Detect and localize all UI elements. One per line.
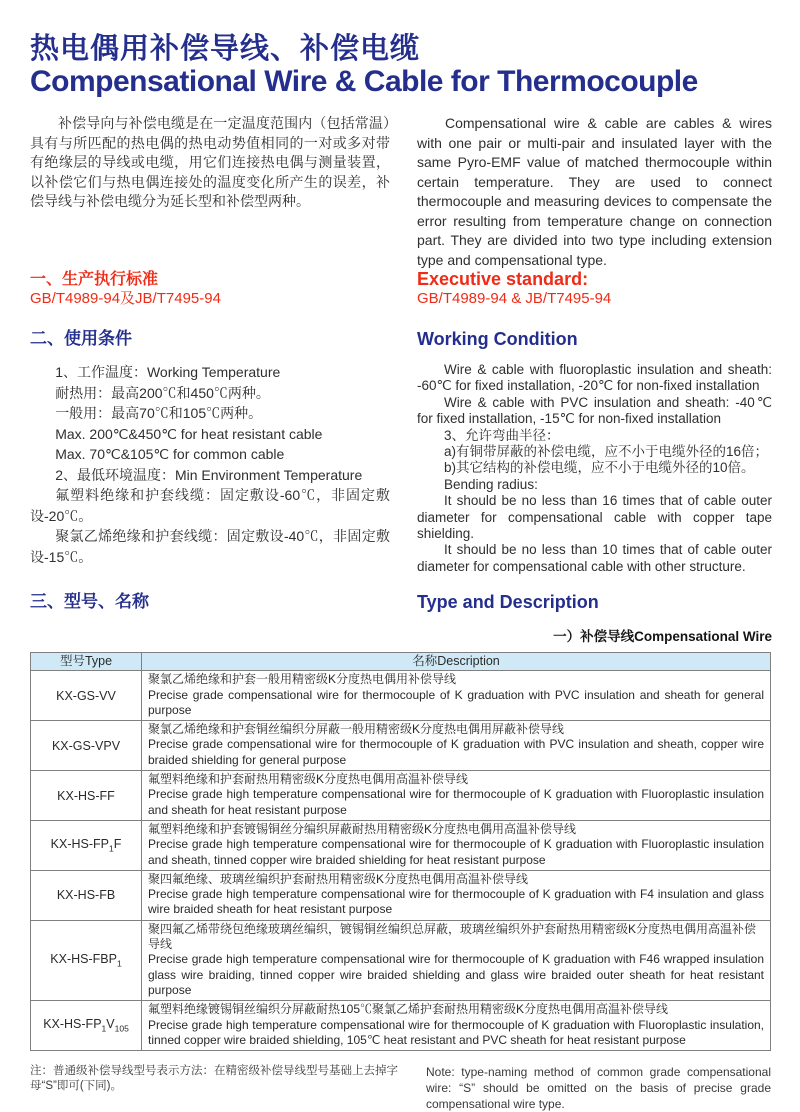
standard-zh xyxy=(30,270,390,308)
text-line: 一般用：最高70℃和105℃两种。 xyxy=(55,405,263,421)
description-cell xyxy=(142,671,771,721)
intro-column-zh xyxy=(30,114,390,270)
table-row xyxy=(31,721,771,771)
description-cell xyxy=(142,920,771,1000)
type-section-headings xyxy=(30,592,772,612)
description-cell xyxy=(142,721,771,771)
working-condition-heading-zh: 二、使用条件 xyxy=(30,329,132,348)
description-cell xyxy=(142,1001,771,1051)
standard-value-zh: GB/T4989-94及JB/T7495-94 xyxy=(30,290,221,307)
description-en: Precise grade high temperature compensational wire for thermocouple of K graduation with F4 insulation and glass wire braided sheath for heat resistant purpose xyxy=(148,887,764,917)
text-line: Wire & cable with fluoroplastic insulation and sheath: -60℃ for fixed installation, -20℃ for non-fixed installation xyxy=(417,362,772,394)
working-condition-en xyxy=(417,362,772,575)
description-zh: 氟塑料绝缘和护套耐热用精密级K分度热电偶用高温补偿导线 xyxy=(148,772,469,787)
working-condition-zh xyxy=(30,362,390,575)
wire-table-body xyxy=(31,671,771,1051)
description-zh: 聚四氟乙烯带绕包绝缘玻璃丝编织，镀锡铜丝编织总屏蔽，玻璃丝编织外护套耐热用精密级K分度热电偶用高温补偿导线 xyxy=(148,921,757,952)
model-cell: KX-HS-FF xyxy=(31,771,142,821)
page-title-en: Compensational Wire & Cable for Thermocouple xyxy=(30,65,698,98)
model-cell: KX-GS-VV xyxy=(31,671,142,721)
standard-heading-zh: 一、生产执行标准 xyxy=(30,271,159,288)
standard-en xyxy=(417,270,772,308)
intro-section xyxy=(30,114,772,270)
text-line: Wire & cable with PVC insulation and sheath: -40℃ for fixed installation, -15℃ for non-fixed installation xyxy=(417,394,772,427)
model-cell: $KX-HS-FBP_1$ xyxy=(31,920,142,1000)
description-en: Precise grade high temperature compensational wire for thermocouple of K graduation with Fluoroplastic insulation and sheath for heat resistant purpose xyxy=(148,787,764,817)
description-zh: 氟塑料绝缘镀锡铜丝编织分屏蔽耐热105℃聚氯乙烯护套耐热用精密级K分度热电偶用高温补偿导线 xyxy=(148,1002,669,1017)
working-condition-body xyxy=(30,362,772,575)
standard-heading-en: Executive standard: xyxy=(417,269,589,289)
table-header-row xyxy=(31,653,771,671)
footnote-en: Note: type-naming method of common grade compensational wire: “S” should be omitted on the basis of precise grade compensational wire type. xyxy=(426,1065,771,1112)
model-cell: $KX-HS-FP_1F$ xyxy=(31,820,142,870)
description-en: Precise grade compensational wire for thermocouple of K graduation with PVC insulation and sheath, copper wire braided shielding for general purpose xyxy=(148,737,764,767)
table-row xyxy=(31,671,771,721)
text-line: It should be no less than 10 times that of cable outer diameter for compensational cable with other structure. xyxy=(417,542,772,574)
table-row xyxy=(31,1001,771,1051)
description-en: Precise grade high temperature compensational wire for thermocouple of K graduation with F46 wrapped insulation glass wire braiding, tinned copper wire braided shielding and glass wire braided outer sheath for heat resistant purpose xyxy=(148,952,764,997)
text-line: Max. 70℃&105℃ for common cable xyxy=(55,446,285,462)
description-zh: 聚氯乙烯绝缘和护套一般用精密级K分度热电偶用补偿导线 xyxy=(148,672,457,687)
table-row xyxy=(31,920,771,1000)
standard-value-en: GB/T4989-94 & JB/T7495-94 xyxy=(417,290,612,307)
footnotes xyxy=(30,1064,772,1112)
table-subheading: 一）补偿导线Compensational Wire xyxy=(553,629,772,645)
text-line: 2、最低环境温度：Min Environment Temperature xyxy=(55,466,363,483)
description-zh: 聚四氟绝缘、玻璃丝编织护套耐热用精密级K分度热电偶用高温补偿导线 xyxy=(148,871,529,886)
intro-column-en xyxy=(417,114,772,270)
text-line: 1、工作温度：Working Temperature xyxy=(55,364,281,380)
intro-paragraph-en: Compensational wire & cable are cables & wires with one pair or multi-pair and insulated layer with the same Pyro-EMF value of matched thermocouple within certain temperature. They are used to connect thermocouple and measuring devices to compensate the error resulting from temperature change on connection part. They are divided into two type including extension type and compensational type. xyxy=(417,115,772,268)
column-header-description: 名称Description xyxy=(142,653,771,671)
text-line: 聚氯乙烯绝缘和护套线缆：固定敷设-40℃，非固定敷设-15℃。 xyxy=(30,528,390,565)
table-row xyxy=(31,771,771,821)
table-head xyxy=(31,653,771,671)
description-zh: 氟塑料绝缘和护套镀锡铜丝分编织屏蔽耐热用精密级K分度热电偶用高温补偿导线 xyxy=(148,821,577,836)
text-line: b)其它结构的补偿电缆，应不小于电缆外径的10倍。 xyxy=(444,460,755,476)
text-line: 氟塑料绝缘和护套线缆：固定敷设-60℃，非固定敷设-20℃。 xyxy=(30,487,390,524)
column-header-type: 型号Type xyxy=(31,653,142,671)
text-line: Max. 200℃&450℃ for heat resistant cable xyxy=(55,425,323,442)
working-condition-heading-en: Working Condition xyxy=(417,329,578,349)
text-line: 3、允许弯曲半径： xyxy=(444,427,560,443)
footnote-zh: 注：普通级补偿导线型号表示方法：在精密级补偿导线型号基础上去掉字母“S”即可(下同)。 xyxy=(30,1065,398,1093)
page-title-zh: 热电偶用补偿导线、补偿电缆 xyxy=(30,33,421,65)
table-row xyxy=(31,820,771,870)
working-condition-headings xyxy=(30,329,772,349)
description-cell xyxy=(142,870,771,920)
text-line: It should be no less than 16 times that of cable outer diameter for compensational cable with copper tape shielding. xyxy=(417,493,772,542)
description-en: Precise grade high temperature compensational wire for thermocouple of K graduation with Fluoroplastic insulation, tinned copper wire braided shielding, 105℃ heat resistant and PVC sheath for heat resistant purpose xyxy=(148,1017,764,1047)
type-heading-en: Type and Description xyxy=(417,592,599,613)
type-heading-zh: 三、型号、名称 xyxy=(30,592,149,612)
model-cell: KX-HS-FB xyxy=(31,870,142,920)
description-zh: 聚氯乙烯绝缘和护套铜丝编织分屏蔽一般用精密级K分度热电偶用屏蔽补偿导线 xyxy=(148,722,565,737)
intro-paragraph-zh: 补偿导向与补偿电缆是在一定温度范围内（包括常温）具有与所匹配的热电偶的热电动势值相同的一对或多对带有绝缘层的导线或电缆，用它们连接热电偶与测量装置，以补偿它们与热电偶连接处的温度变化所产生的误差，补偿导线与补偿电缆分为延长型和补偿型两种。 xyxy=(30,115,390,209)
description-en: Precise grade high temperature compensational wire for thermocouple of K graduation with Fluoroplastic insulation and sheath, tinned copper wire braided shielding for heat resistant purpose xyxy=(148,837,764,867)
text-line: 耐热用：最高200℃和450℃两种。 xyxy=(55,384,270,401)
model-cell: KX-GS-VPV xyxy=(31,721,142,771)
description-cell xyxy=(142,820,771,870)
compensational-wire-table xyxy=(30,652,771,1051)
description-cell xyxy=(142,771,771,821)
text-line: a)有铜带屏蔽的补偿电缆，应不小于电缆外径的16倍； xyxy=(444,444,769,460)
table-row xyxy=(31,870,771,920)
text-line: Bending radius: xyxy=(444,476,538,492)
description-en: Precise grade compensational wire for thermocouple of K graduation with PVC insulation and sheath for general purpose xyxy=(148,687,764,717)
model-cell: $KX-HS-FP_1V_{105}$ xyxy=(31,1001,142,1051)
standard-section xyxy=(30,270,772,308)
